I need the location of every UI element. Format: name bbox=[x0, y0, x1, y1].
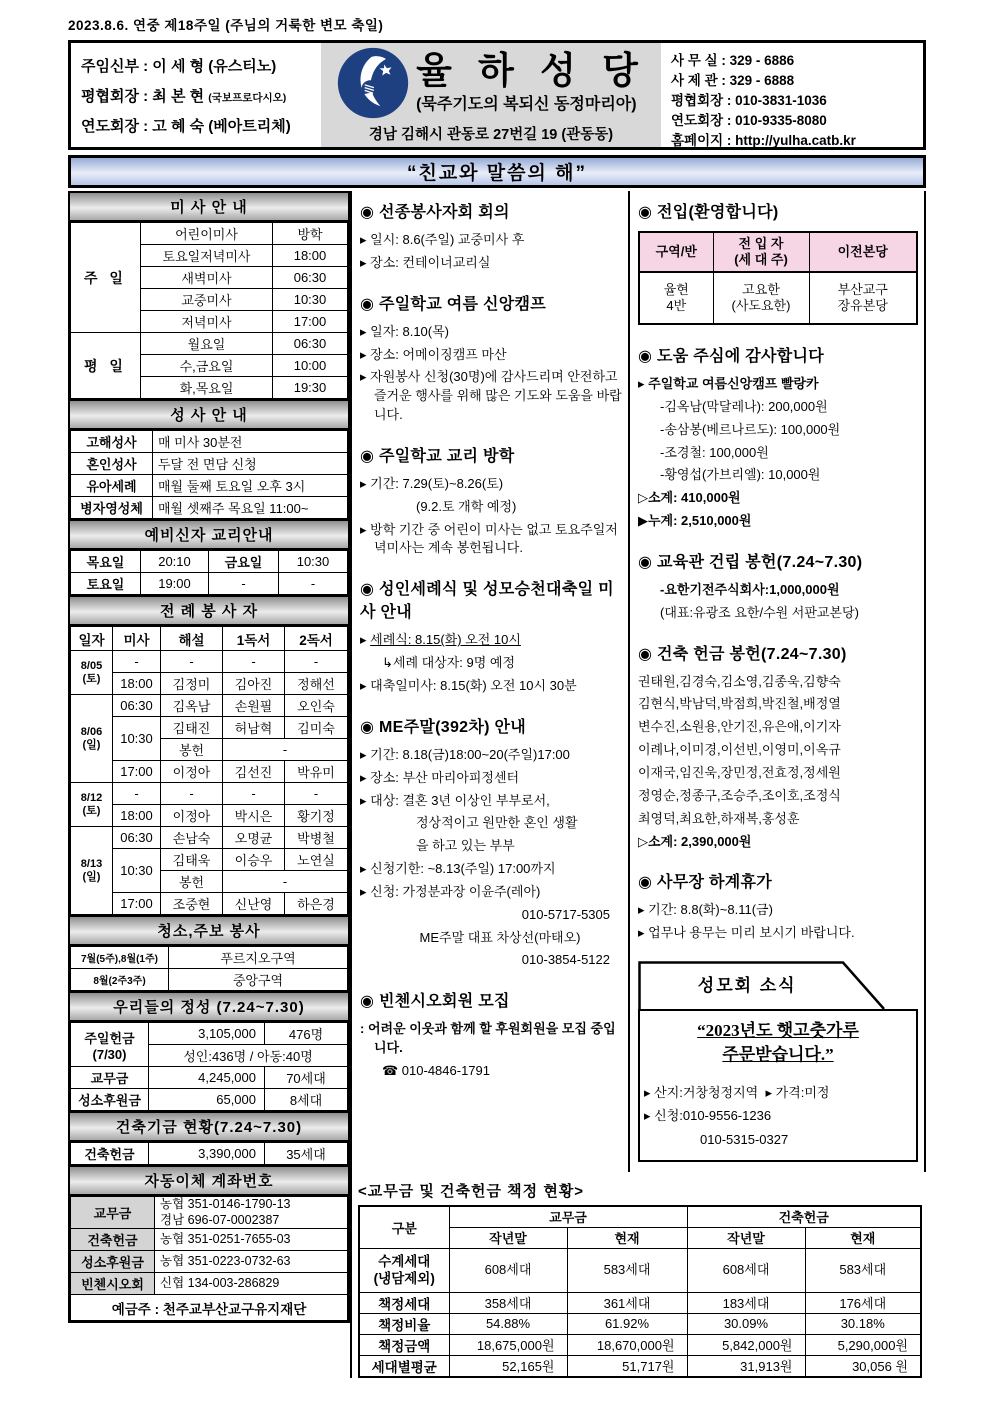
council-president-line: 평협회장 : 최 본 현 (국보프로다시오) bbox=[81, 87, 287, 105]
sunday-label: 주 일 bbox=[71, 223, 141, 333]
notice-school-vacation: ◉ 주일학교 교리 방학 ▸ 기간: 7.29(토)~8.26(토) (9.2.토 개학 예정) ▸ 방학 기간 중 어린이 미사는 없고 토요주일저녁미사는 계속 봉헌됩니다. bbox=[360, 443, 626, 558]
notice-office-vacation: ◉ 사무장 하계휴가 ▸ 기간: 8.8(화)~8.11(금) ▸ 업무나 용무는 미리 보시기 바랍니다. bbox=[638, 869, 918, 943]
contact-rectory: 사 제 관 : 329 - 6888 bbox=[671, 73, 795, 88]
church-subtitle: (묵주기도의 복되신 동정마리아) bbox=[416, 95, 637, 113]
assessment-section bbox=[352, 1172, 926, 1378]
notice-funeral-meeting: ◉ 선종봉사자회 회의 ▸ 일시: 8.6(주일) 교중미사 후 ▸ 장소: 컨테이너교리실 bbox=[360, 199, 626, 273]
council-president-note: (국보프로다시오) bbox=[208, 91, 287, 104]
catechumen-header: 예비신자 교리안내 bbox=[70, 519, 348, 550]
middle-column bbox=[352, 191, 628, 1172]
notice-transfer bbox=[638, 199, 918, 325]
liturgy-date: 8/12 (토) bbox=[71, 783, 113, 827]
notice-title: ◉ 사무장 하계휴가 bbox=[638, 874, 773, 892]
contact-homepage: 홈페이지 : http://yulha.catb.kr bbox=[671, 133, 856, 148]
mass-schedule-table: 주 일 어린이미사 방학 토요일저녁미사 18:00 새벽미사 06:30 교중미사 10:30 저녁미사 17:00 평 일 월요일 06:30 수,금요일 10:00 화,목요일 19:30 bbox=[70, 222, 348, 399]
weekday-label: 평 일 bbox=[71, 333, 141, 399]
autopay-header: 자동이체 계좌번호 bbox=[70, 1165, 348, 1196]
church-logo-icon bbox=[336, 46, 410, 120]
notice-summer-camp: ◉ 주일학교 여름 신앙캠프 ▸ 일자: 8.10(목) ▸ 장소: 어메이징캠프 마산 ▸ 자원봉사 신청(30명)에 감사드리며 안전하고 즐거운 행사를 위해 많은 기도와 도움을 바랍니다. bbox=[360, 291, 626, 425]
notice-title: ◉ ME주말(392차) 안내 bbox=[360, 718, 526, 736]
date-line: 2023.8.6. 연중 제18주일 (주님의 거룩한 변모 축일) bbox=[68, 18, 384, 33]
notice-title: ◉ 빈첸시오회원 모집 bbox=[360, 993, 510, 1011]
year-banner: “친교와 말씀의 해” bbox=[68, 155, 926, 188]
left-column bbox=[68, 191, 350, 1323]
pastor-line: 주임신부 : 이 세 형 (유스티노) bbox=[81, 57, 277, 75]
notice-title: ◉ 성인세례식 및 성모승천대축일 미사 안내 bbox=[360, 581, 614, 622]
contact-office: 사 무 실 : 329 - 6886 bbox=[671, 53, 795, 68]
notice-title: ◉ 건축 헌금 봉헌(7.24~7.30) bbox=[638, 645, 847, 663]
notice-me-weekend: ◉ ME주말(392차) 안내 ▸ 기간: 8.18(금)18:00~20(주일)17:00 ▸ 장소: 부산 마리아피정센터 ▸ 대상: 결혼 3년 이상인 부부로서, 정상적이고 원만한 혼인 생활 을 하고 있는 부부 ▸ 신청기한: ~8.13(주일) 17:00까지 ▸ 신청: 가정분과장 이윤주(레아) 010-5717-5305 ME주말 대표 차상선(마태오) 010-3854-5122 bbox=[360, 714, 626, 970]
cleaning-header: 청소,주보 봉사 bbox=[70, 915, 348, 946]
cleaning-table: 7월(5주),8월(1주) 푸르지오구역 8월(2주3주) 중앙구역 bbox=[70, 946, 348, 991]
liturgy-header: 전 례 봉 사 자 bbox=[70, 595, 348, 626]
building-fund-header: 건축기금 현황(7.24~7.30) bbox=[70, 1111, 348, 1142]
building-fund-table: 건축헌금 3,390,000 35세대 bbox=[70, 1142, 348, 1165]
header-box bbox=[68, 40, 926, 150]
content bbox=[68, 191, 926, 1378]
notice-building-donors: ◉ 건축 헌금 봉헌(7.24~7.30) 권태원,김경숙,김소영,김종욱,김향숙 김현식,박남덕,박점희,박진철,배정열 변수진,소원용,안기진,유은애,이기자 이례나,이미경,이선빈,이영미,이옥규 이재국,임진욱,장민정,전효정,정세원 정영순,정종구,조승주,조이호,조정식 최영덕,최요한,하재복,홍성훈 ▷소계: 2,390,000원 bbox=[638, 641, 918, 852]
rosary-president-line: 연도회장 : 고 혜 숙 (베아트리체) bbox=[81, 117, 291, 135]
notice-title: ◉ 선종봉사자회 회의 bbox=[360, 204, 510, 221]
right-column bbox=[628, 191, 926, 1172]
account-holder: 예금주 : 천주교부산교구유지재단 bbox=[71, 1295, 348, 1321]
sacrament-table: 고해성사 매 미사 30분전 혼인성사 두달 전 면담 신청 유아세례 매월 둘째 토요일 오후 3시 병자영성체 매월 셋째주 목요일 11:00~ bbox=[70, 430, 348, 519]
transfer-table: 구역/반 전 입 자 (세 대 주) 이전본당 율현 4반 고요한 (사도요한) 부산교구 장유본당 bbox=[638, 231, 918, 325]
contact-rosary: 연도회장 : 010-9335-8080 bbox=[671, 113, 827, 128]
notice-title: ◉ 주일학교 여름 신앙캠프 bbox=[360, 295, 547, 313]
phone-line: ☎ 010-4846-1791 bbox=[382, 1062, 490, 1078]
account-number: 농협 351-0146-1790-13 경남 696-07-0002387 bbox=[155, 1197, 348, 1229]
offering-header: 우리들의 정성 (7.24~7.30) bbox=[70, 991, 348, 1022]
church-title: 율 하 성 당 bbox=[416, 50, 646, 92]
mothers-association-box bbox=[638, 961, 918, 1162]
church-address: 경남 김해시 관동로 27번길 19 (관동동) bbox=[368, 127, 614, 143]
contact-council: 평협회장 : 010-3831-1036 bbox=[671, 93, 827, 108]
liturgy-date: 8/05 (토) bbox=[71, 651, 113, 695]
catechumen-table: 목요일 20:10 금요일 10:30 토요일 19:00 - - bbox=[70, 550, 348, 595]
mothers-association-body: “2023년도 햇고춧가루 주문받습니다.” ▸ 산지:거창청정지역 ▸ 가격:미정 ▸ 신청:010-9556-1236 010-5315-0327 bbox=[638, 1009, 918, 1162]
liturgy-table: 일자 미사 해설 1독서 2독서 8/05 (토) - - - - 18:00 김정미 김아진 정해선 8/06 (일) 06:30 김옥남 손원필 오인숙 10:30 김태진 허남혁 김미숙 봉헌 - 17:00 이정아 김선진 박유미 8/12 (토) - - - - 18:00 이정아 박시은 황기정 8/13 (일) 06:30 손남숙 오명균 박병철 10:30 김태욱 이승우 노연실 봉헌 - 17:00 조중현 신난영 하은경 bbox=[70, 626, 348, 915]
header-contacts bbox=[661, 43, 923, 147]
notice-vincent-recruit: ◉ 빈첸시오회원 모집 : 어려운 이웃과 함께 할 후원회원을 모집 중입니다. ☎ 010-4846-1791 bbox=[360, 988, 626, 1081]
notice-baptism-assumption: ◉ 성인세례식 및 성모승천대축일 미사 안내 ▸ 세례식: 8.15(화) 오전 10시 ↳세례 대상자: 9명 예정 ▸ 대축일미사: 8.15(화) 오전 10시 30분 bbox=[360, 576, 626, 696]
notice-title: ◉ 교육관 건립 봉헌(7.24~7.30) bbox=[638, 553, 863, 571]
notice-title: ◉ 주일학교 교리 방학 bbox=[360, 447, 515, 465]
assessment-table: 구분 교무금 건축헌금 작년말 현재 작년말 현재 수계세대 (냉담제외) 608세대 583세대 608세대 583세대 책정세대 358세대 361세대 183세대 176세대 책정비율 54.88% 61.92% 30.09% 30.18% 책정금액 18,675,000원 18,670,000원 5,842,000원 5,290,000원 세대별평균 52,165원 51,717원 31,913원 30,056 원 bbox=[358, 1205, 922, 1378]
main-area bbox=[350, 191, 926, 1378]
pepper-order-quote: “2023년도 햇고춧가루 주문받습니다.” bbox=[697, 1021, 859, 1064]
notice-thanks: ◉ 도움 주심에 감사합니다 ▸ 주일학교 여름신앙캠프 빨랑카 -김옥남(막달레나): 200,000원 -송삼봉(베르나르도): 100,000원 -조경철: 100,000원 -황영섭(가브리엘): 10,000원 ▷소계: 410,000원 ▶누계: 2,510,000원 bbox=[638, 343, 918, 531]
mothers-association-title-tab: 성모회 소식 bbox=[638, 961, 918, 1009]
sacrament-header: 성 사 안 내 bbox=[70, 399, 348, 430]
header-center bbox=[321, 43, 661, 147]
autopay-table: 교무금 농협 351-0146-1790-13 경남 696-07-0002387 건축헌금 농협 351-0251-7655-03 성소후원금 농협 351-0223-0732-63 빈첸시오회 신협 134-003-286829 예금주 : 천주교부산교구유지재단 bbox=[70, 1196, 348, 1321]
liturgy-date: 8/06 (일) bbox=[71, 695, 113, 783]
sunday-offering-label: 주일헌금 (7/30) bbox=[71, 1023, 149, 1067]
notice-education-building: ◉ 교육관 건립 봉헌(7.24~7.30) -요한기전주식회사:1,000,000원 (대표:유광조 요한/수원 서판교본당) bbox=[638, 549, 918, 623]
mass-info-header: 미 사 안 내 bbox=[70, 193, 348, 222]
notice-title: ◉ 도움 주심에 감사합니다 bbox=[638, 348, 825, 365]
assessment-title: <교무금 및 건축헌금 책정 현황> bbox=[358, 1183, 585, 1201]
offering-table: 주일헌금 (7/30) 3,105,000 476명 성인:436명 / 아동:40명 교무금 4,245,000 70세대 성소후원금 65,000 8세대 bbox=[70, 1022, 348, 1111]
header-leaders bbox=[71, 43, 321, 147]
notice-title: ◉ 전입(환영합니다) bbox=[638, 204, 779, 221]
liturgy-date: 8/13 (일) bbox=[71, 827, 113, 915]
